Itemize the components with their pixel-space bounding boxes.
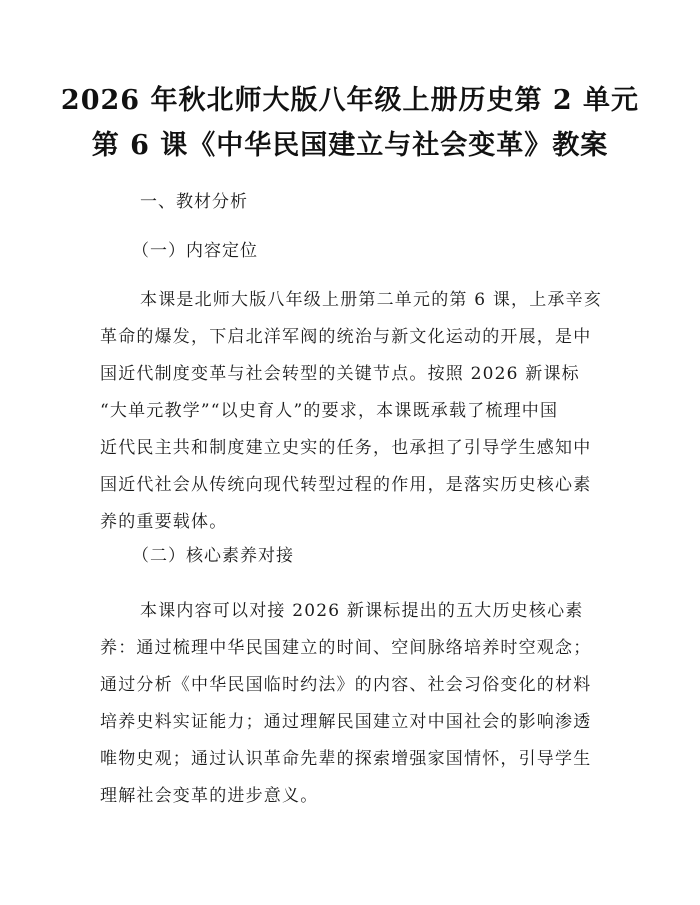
paragraph-line: 通过分析《中华民国临时约法》的内容、社会习俗变化的材料 (100, 675, 592, 695)
paragraph-line: 本课是北师大版八年级上册第二单元的第 6 课，上承辛亥 (140, 290, 603, 310)
paragraph-line: 理解社会变革的进步意义。 (100, 786, 319, 806)
paragraph-line: 养的重要载体。 (100, 512, 228, 532)
paragraph-line: 国近代制度变革与社会转型的关键节点。按照 2026 新课标 (100, 364, 580, 384)
paragraph-line: 唯物史观；通过认识革命先辈的探索增强家国情怀，引导学生 (100, 749, 592, 769)
paragraph-line: 养：通过梳理中华民国建立的时间、空间脉络培养时空观念； (100, 638, 592, 658)
subsection-heading-core-literacy: （二）核心素养对接 (132, 546, 294, 566)
paragraph-line: 革命的爆发，下启北洋军阀的统治与新文化运动的开展，是中 (100, 327, 592, 347)
document-title-line-1: 2026 年秋北师大版八年级上册历史第 2 单元 (60, 85, 640, 116)
document-title-line-2: 第 6 课《中华民国建立与社会变革》教案 (91, 130, 609, 161)
section-heading-textbook-analysis: 一、教材分析 (140, 192, 248, 212)
paragraph-line: 近代民主共和制度建立史实的任务，也承担了引导学生感知中 (100, 438, 592, 458)
paragraph-core-literacy (100, 593, 600, 815)
paragraph-line: 本课内容可以对接 2026 新课标提出的五大历史核心素 (140, 601, 584, 621)
paragraph-content-positioning (100, 282, 603, 541)
paragraph-line: 培养史料实证能力；通过理解民国建立对中国社会的影响渗透 (100, 712, 592, 732)
subsection-heading-content-positioning: （一）内容定位 (132, 241, 258, 261)
paragraph-line: 国近代社会从传统向现代转型过程的作用，是落实历史核心素 (100, 475, 592, 495)
paragraph-line: “大单元教学”“以史育人”的要求，本课既承载了梳理中国 (100, 401, 559, 421)
